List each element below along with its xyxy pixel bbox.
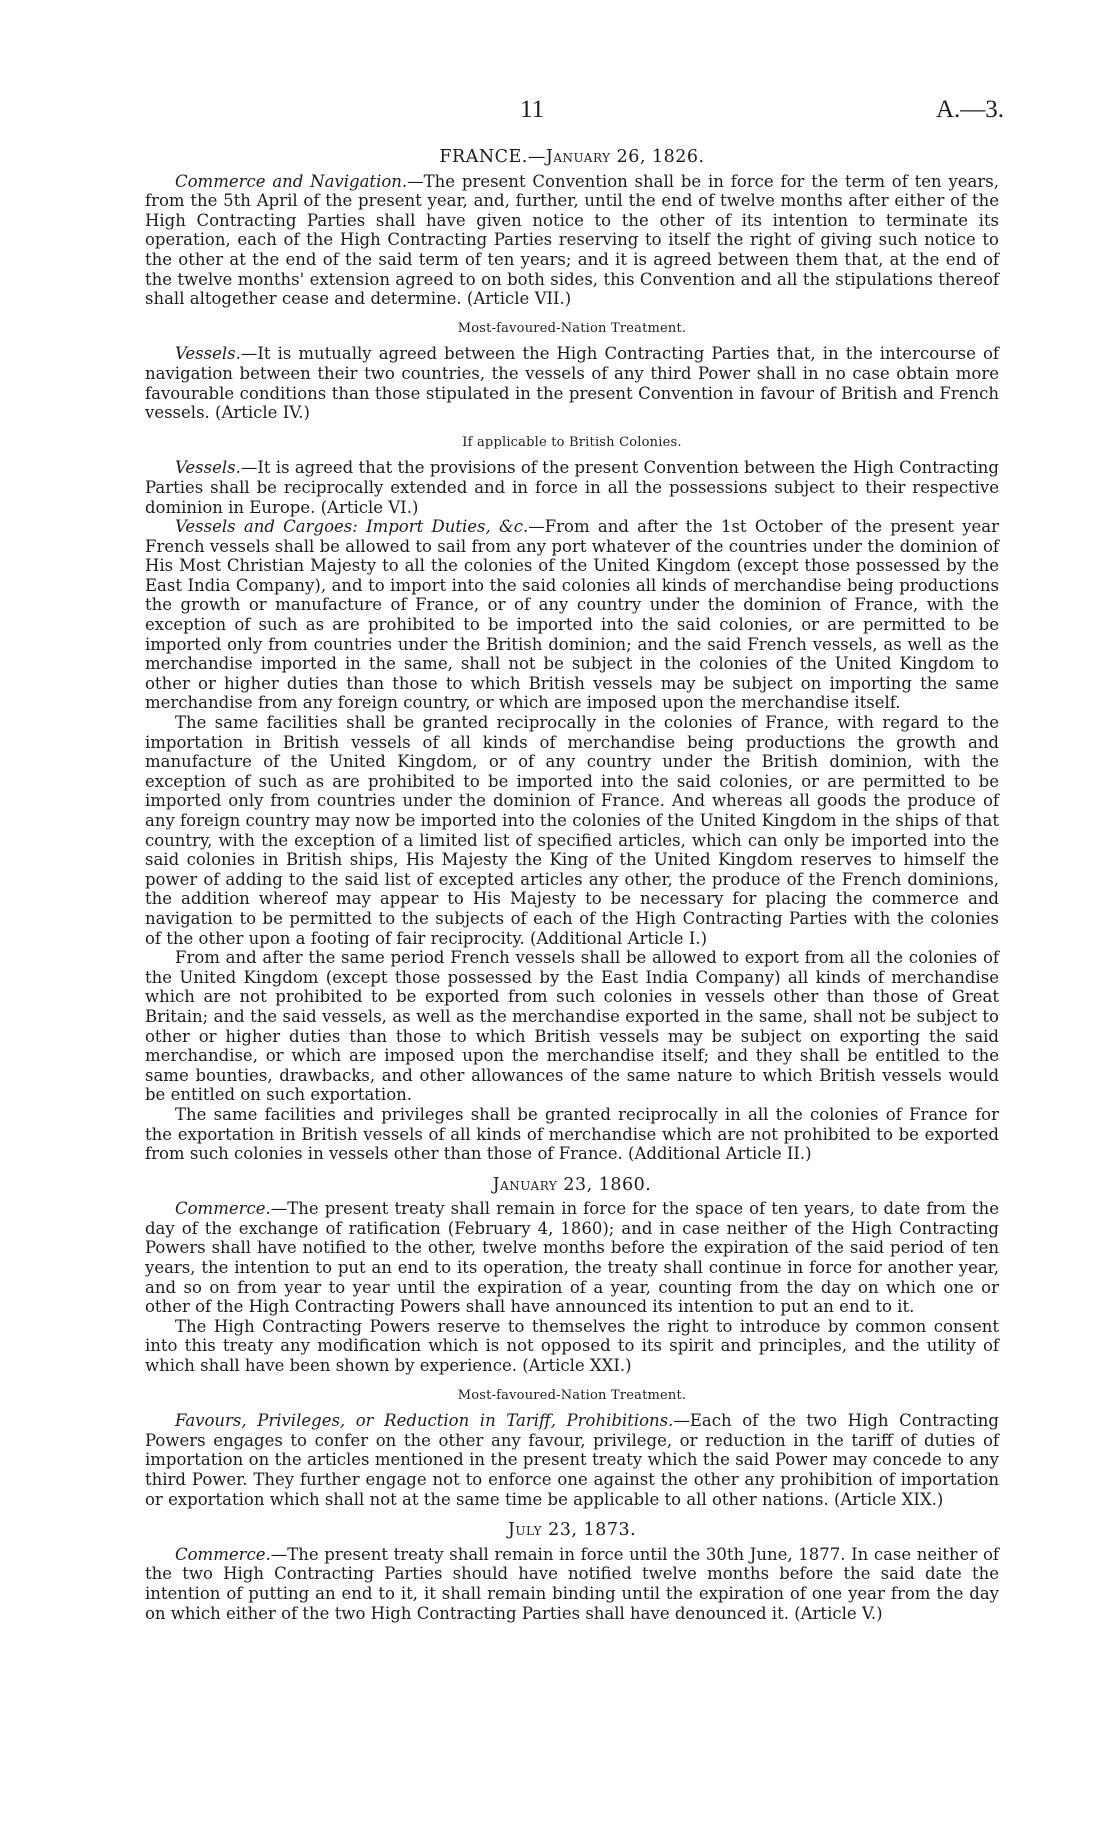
paragraph-lead: Vessels. xyxy=(175,344,241,364)
paragraph xyxy=(145,172,999,309)
paragraph xyxy=(145,344,999,422)
section-heading-1826 xyxy=(145,148,999,168)
section-heading-1860: January 23, 1860. xyxy=(492,1174,652,1195)
paragraph-lead: Vessels and Cargoes: Import Duties, &c. xyxy=(175,517,529,537)
paragraph xyxy=(145,458,999,517)
paragraph-text: —The present treaty shall remain in force for the space of ten years, to date from the day of the exchange of ratification (February 4, 1860); and in case neither of the High Contracting Powers shall have notified to the other, twelve months before the expiration of the said period of ten years, the intention to put an end to its operation, the treaty shall continue in force for another year, and so on from year to year until the expiration of a year, counting from the day on which one or other of the High Contracting Powers shall have announced its intention to put an end to it. xyxy=(145,1199,999,1317)
paragraph-text: —It is agreed that the provisions of the present Convention between the High Contracting Parties shall be reciprocally extended and in force in all the possessions subject to their respective dominion in Europe. (Article VI.) xyxy=(145,458,999,517)
document-reference: A.—3. xyxy=(935,96,1004,123)
heading-date: January 26, 1826. xyxy=(545,147,705,167)
paragraph: The High Contracting Powers reserve to themselves the right to introduce by common consent into this treaty any modification which is not opposed to its spirit and principles, and the utility of which shall have been shown by experience. (Article XXI.) xyxy=(145,1316,999,1376)
paragraph-text: —From and after the 1st October of the present year French vessels shall be allowed to sail from any port whatever of the countries under the dominion of His Most Christian Majesty to all the colonies of the United Kingdom (except those possessed by the East India Company), and to import into the said colonies all kinds of merchandise being productions the growth or manufacture of France, or of any country under the dominion of France, with the exception of such as are prohibited to be imported into the said colonies, or are permitted to be imported only from countries under the British dominion; and the said French vessels, as well as the merchandise imported in the same, shall not be subject in the colonies of the United Kingdom to other or higher duties than those to which British vessels may be subject on importing the same merchandise from any foreign country, or which are imposed upon the merchandise itself. xyxy=(145,517,999,713)
paragraph: From and after the same period French vessels shall be allowed to export from all the colonies of the United Kingdom (except those possessed by the East India Company) all kinds of merchandise which are not prohibited to be exported from such colonies in vessels other than those of Great Britain; and the said vessels, as well as the merchandise exported in the same, shall not be subject to other or higher duties than those to which British vessels may be subject on exporting the said merchandise, or which are imposed upon the merchandise itself; and they shall be entitled to the same bounties, drawbacks, and other allowances of the same nature to which British vessels would be entitled on such exportation. xyxy=(145,948,999,1105)
subheading-colonies: If applicable to British Colonies. xyxy=(462,434,682,450)
paragraph-lead: Vessels. xyxy=(175,458,241,478)
subheading-mfn-1826: Most-favoured-Nation Treatment. xyxy=(457,320,687,336)
paragraph-lead: Commerce and Navigation. xyxy=(175,171,408,191)
heading-country: FRANCE.— xyxy=(439,147,546,167)
paragraph xyxy=(145,1411,999,1509)
document-body xyxy=(145,146,999,1623)
paragraph xyxy=(145,517,999,713)
paragraph: The same facilities and privileges shall be granted reciprocally in all the colonies of France for the exportation in British vessels of all kinds of merchandise which are not prohibited to be exported from such colonies in vessels other than those of France. (Additional Article II.) xyxy=(145,1104,999,1164)
paragraph xyxy=(145,1545,999,1623)
paragraph-text: —Each of the two High Contracting Powers engages to confer on the other any favour, privilege, or reduction in the tariff of duties of importation on the articles mentioned in the present treaty which the said Power may concede to any third Power. They further engage not to enforce one against the other any prohibition of importation or exportation which shall not at the same time be applicable to all other nations. (Article XIX.) xyxy=(145,1411,999,1509)
paragraph-lead: Commerce. xyxy=(175,1199,271,1219)
paragraph: The same facilities shall be granted reciprocally in the colonies of France, with regard to the importation in British vessels of all kinds of merchandise being productions the growth and manufacture of the United Kingdom, or of any country under the British dominion, with the exception of such as are prohibited to be imported into the said colonies, or are permitted to be imported only from countries under the dominion of France. And whereas all goods the produce of any foreign country may now be imported into the colonies of the United Kingdom in the ships of that country, with the exception of a limited list of specified articles, which can only be imported into the said colonies in British ships, His Majesty the King of the United Kingdom reserves to himself the power of adding to the said list of excepted articles any other, the produce of the French dominions, the addition whereof may appear to His Majesty to be necessary for placing the commerce and navigation to be permitted to the subjects of each of the High Contracting Parties with the colonies of the other upon a footing of fair reciprocity. (Additional Article I.) xyxy=(145,713,999,948)
paragraph-lead: Favours, Privileges, or Reduction in Tariff, Prohibitions. xyxy=(175,1411,674,1431)
paragraph-lead: Commerce. xyxy=(175,1544,271,1564)
paragraph-text: —The present Convention shall be in force for the term of ten years, from the 5th April of the present year, and, further, until the end of twelve months after either of the High Contracting Parties shall have given notice to the other of its intention to terminate its operation, each of the High Contracting Parties reserving to itself the right of giving such notice to the other at the end of the said term of ten years; and it is agreed between them that, at the end of the twelve months' extension agreed to on both sides, this Convention and all the stipulations thereof shall altogether cease and determine. (Article VII.) xyxy=(145,171,999,309)
page-number: 11 xyxy=(520,96,545,123)
subheading-mfn-1860: Most-favoured-Nation Treatment. xyxy=(457,1387,687,1403)
paragraph xyxy=(145,1199,999,1317)
paragraph-text: —It is mutually agreed between the High Contracting Parties that, in the intercourse of navigation between their two countries, the vessels of any third Power shall in no case obtain more favourable conditions than those stipulated in the present Convention in favour of British and French vessels. (Article IV.) xyxy=(145,344,999,423)
paragraph-text: —The present treaty shall remain in force until the 30th June, 1877. In case neither of the two High Contracting Parties should have notified twelve months before the said date the intention of putting an end to it, it shall remain binding until the expiration of one year from the day on which either of the two High Contracting Parties shall have denounced it. (Article V.) xyxy=(145,1544,999,1623)
section-heading-1873: July 23, 1873. xyxy=(507,1520,637,1541)
